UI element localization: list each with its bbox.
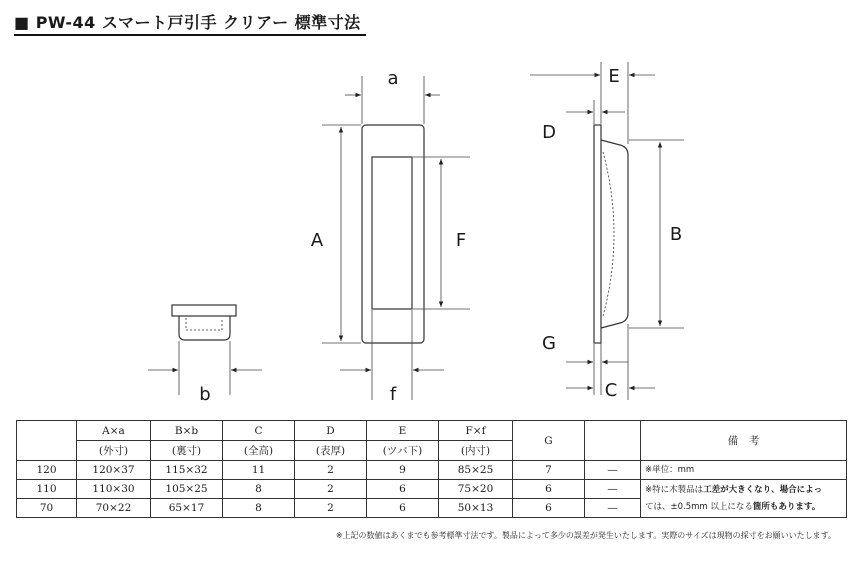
table-cell: 65×17 [151,499,223,518]
header-D: D [295,421,367,441]
label-F: F [455,230,467,251]
header-Ff: F×f [439,421,513,441]
side-view [594,125,628,343]
dim-A [322,125,361,343]
front-view [362,125,424,343]
header-size [17,421,77,461]
table-cell: 9 [367,461,439,480]
footnote: ※上記の数値はあくまでも参考標準寸法です。製品によって多少の誤差が発生いたします。実際のサイズは現物の採寸をお願いいたします。 [335,531,836,540]
table-cell: 110×30 [77,480,151,499]
table-cell: 11 [223,461,295,480]
header-E: E [367,421,439,441]
table-cell: 115×32 [151,461,223,480]
table-row [17,480,847,499]
bottom-view [172,305,236,340]
dim-G [566,329,628,395]
table-cell: 6 [367,499,439,518]
header-Aa: A×a [77,421,151,441]
label-E: E [608,66,620,87]
table-cell: 120 [17,461,77,480]
header-Ff-sub: (内寸) [439,441,513,461]
table-cell: 70 [17,499,77,518]
page-title: ■ PW-44 スマート戸引手 クリアー 標準寸法 [14,13,361,32]
label-D: D [542,122,556,143]
title-underline [14,34,366,36]
header-Bb-sub: (裏寸) [151,441,223,461]
table-cell: 2 [295,480,367,499]
header-Bb: B×b [151,421,223,441]
side-body [601,140,628,328]
table-cell: 2 [295,499,367,518]
table-cell: 50×13 [439,499,513,518]
spec-table [16,420,847,518]
table-cell: 7 [513,461,585,480]
table-cell: 120×37 [77,461,151,480]
table-cell: 70×22 [77,499,151,518]
table-cell: 105×25 [151,480,223,499]
table-row [17,461,847,480]
table-cell: 85×25 [439,461,513,480]
table-cell: — [585,480,641,499]
label-a: a [387,68,399,89]
bottom-flange [172,305,236,316]
table-cell: 6 [367,480,439,499]
header-E-sub: (ツバ下) [367,441,439,461]
label-G: G [542,333,556,354]
side-flange [594,125,601,343]
dim-D [566,100,625,124]
front-inner-recess [372,157,412,309]
note-tolerance: ※特に木製品は工差が大きくなり、場合によっ ては、±0.5mm 以上になる箇所もあります。 [641,480,847,518]
dimension-drawing [0,40,850,415]
header-C: C [223,421,295,441]
label-B: B [669,224,683,245]
table-cell: 8 [223,480,295,499]
header-C-sub: (全高) [223,441,295,461]
header-remarks: 備 考 [641,421,847,461]
table-cell: 6 [513,499,585,518]
table-cell: 75×20 [439,480,513,499]
table-cell: 8 [223,499,295,518]
header-D-sub: (表厚) [295,441,367,461]
table-header-row-1 [17,421,847,441]
label-b: b [199,384,211,405]
label-C: C [604,380,618,401]
table-cell: — [585,499,641,518]
table-cell: 2 [295,461,367,480]
table-cell: 6 [513,480,585,499]
front-outline [362,125,424,343]
label-f: f [389,384,397,405]
label-A: A [310,230,324,251]
header-Aa-sub: (外寸) [77,441,151,461]
table-cell: — [585,461,641,480]
header-extra [585,421,641,461]
table-cell: 110 [17,480,77,499]
header-G: G [513,421,585,461]
note-unit: ※単位：mm [641,461,847,480]
